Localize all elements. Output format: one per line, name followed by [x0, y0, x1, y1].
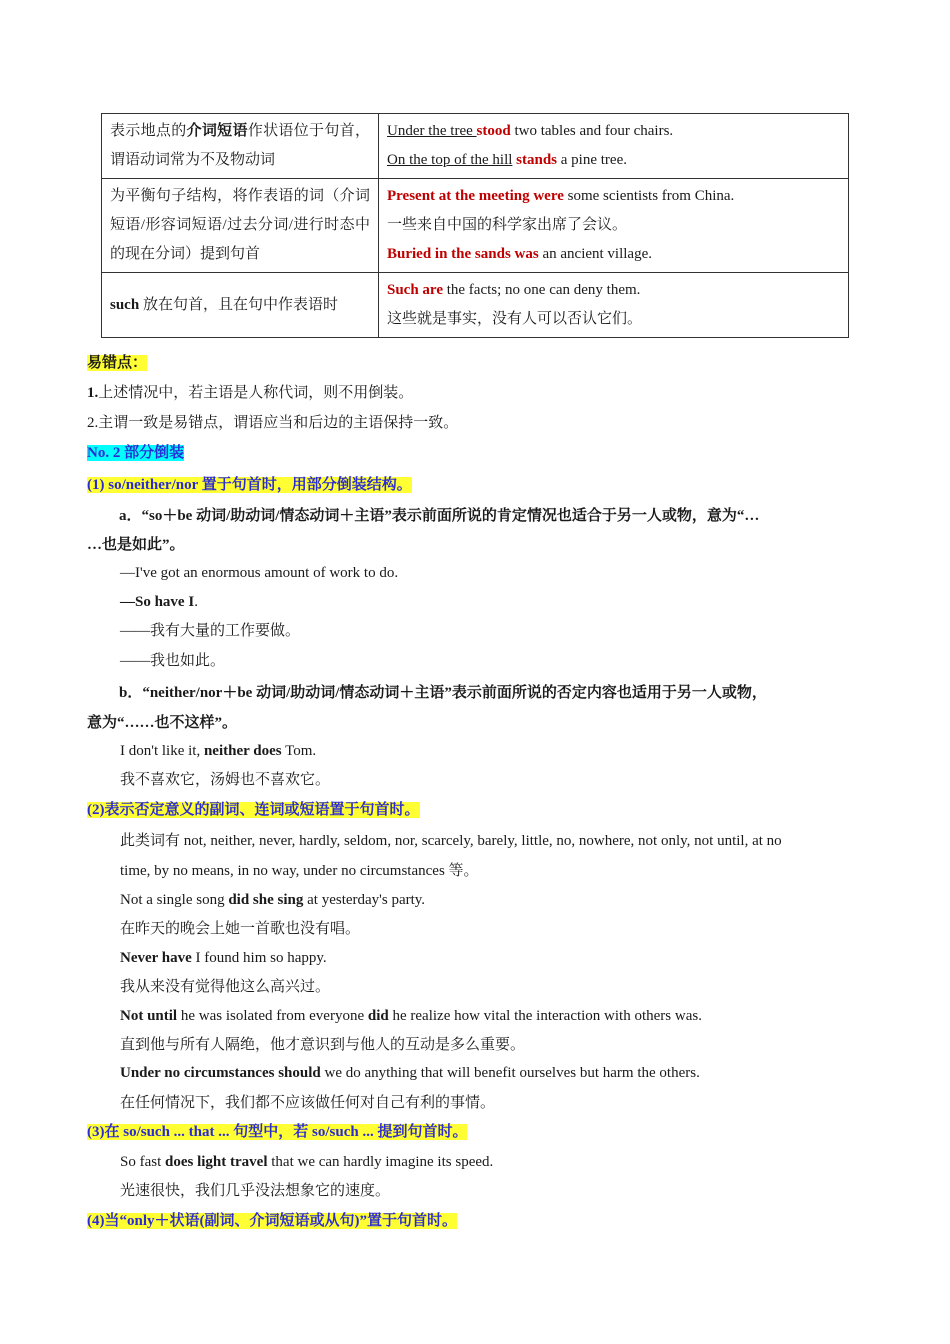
example-inverted: did she sing [228, 892, 304, 908]
section-heading [87, 442, 184, 464]
subsection-heading-4 [87, 1210, 457, 1232]
example-rest: two tables and four chairs. [510, 123, 674, 139]
example-sentence: —I've got an enormous amount of work to do. [120, 565, 399, 581]
example-rest: So fast [120, 1154, 165, 1170]
subsection-title: (2)表示否定意义的副词、连词或短语置于句首时。 [87, 802, 420, 818]
example-rest: he realize how vital the interaction with others was. [388, 1008, 702, 1024]
example-translation: 在任何情况下，我们都不应该做任何对自己有利的事情。 [120, 1095, 496, 1111]
example-inverted: Present at the meeting were [387, 188, 564, 204]
example-rest: a pine tree. [557, 152, 627, 168]
rule-b-line-1: b．“neither/nor＋be 动词/助动词/情态动词＋主语”表示前面所说的否定内容也适用于另一人或物， [119, 685, 767, 701]
error-item-1 [87, 382, 413, 404]
example-sentence [120, 1005, 702, 1027]
example-cell [379, 179, 849, 273]
subsection-title: (3)在 so/such ... that ... 句型中，若 so/such ... 提到句首时。 [87, 1124, 468, 1140]
example-inverted: does light travel [165, 1154, 268, 1170]
example-translation: 光速很快，我们几乎没法想象它的速度。 [120, 1183, 391, 1199]
example-underlined: On the top of the hill [387, 152, 513, 168]
table-row [102, 273, 849, 338]
rule-text: 作状语位于句首，谓语动词常为不及物动词 [110, 123, 370, 168]
example-rest: some scientists from China. [563, 188, 735, 204]
example-rest: an ancient village. [538, 246, 653, 262]
rule-keyword: such [110, 296, 140, 313]
example-sentence [120, 947, 327, 969]
example-translation: 在昨天的晚会上她一首歌也没有唱。 [120, 921, 361, 937]
example-inverted: did [367, 1008, 389, 1024]
rule-cell [102, 114, 379, 179]
example-translation: 我从来没有觉得他这么高兴过。 [120, 979, 331, 995]
example-translation: 这些就是事实，没有人可以否认它们。 [387, 311, 643, 327]
rule-cell [102, 273, 379, 338]
example-translation: 一些来自中国的科学家出席了会议。 [387, 217, 628, 233]
example-rest: I don't like it, [120, 743, 204, 759]
rule-text: 表示地点的 [110, 123, 187, 139]
rule-b-line-2: 意为“……也不这样”。 [87, 715, 238, 731]
example-inverted: Such are [387, 282, 443, 298]
example-sentence [387, 146, 840, 175]
example-translation: 直到他与所有人隔绝，他才意识到与他人的互动是多么重要。 [120, 1037, 526, 1053]
example-rest: we do anything that will benefit ourselves but harm the others. [320, 1065, 700, 1081]
example-translation: ——我有大量的工作要做。 [120, 623, 301, 639]
subsection-heading-3 [87, 1121, 467, 1143]
example-verb: stands [512, 152, 558, 168]
example-sentence [387, 276, 840, 305]
example-rest: Tom. [281, 743, 317, 759]
description-line: time, by no means, in no way, under no circumstances 等。 [120, 863, 479, 879]
error-text: 上述情况中，若主语是人称代词，则不用倒装。 [98, 385, 414, 401]
subsection-heading-2 [87, 799, 420, 821]
example-rest: he was isolated from everyone [177, 1008, 368, 1024]
example-rest: . [194, 594, 198, 610]
example-underlined: Under the tree [387, 123, 477, 139]
example-cell [379, 114, 849, 179]
subsection-title: (1) so/neither/nor 置于句首时，用部分倒装结构。 [87, 477, 412, 493]
example-rest: that we can hardly imagine its speed. [267, 1154, 494, 1170]
example-sentence [120, 1062, 700, 1084]
example-sentence [387, 117, 840, 146]
example-sentence [120, 889, 425, 911]
example-cell [379, 273, 849, 338]
example-inverted: Under no circumstances should [120, 1065, 321, 1081]
rule-a-line-1: a．“so＋be 动词/助动词/情态动词＋主语”表示前面所说的肯定情况也适合于另一人或物，意为“… [119, 508, 760, 524]
inversion-rules-table [101, 113, 849, 338]
example-translation: ——我也如此。 [120, 653, 226, 669]
example-sentence [120, 740, 316, 762]
example-inverted: Buried in the sands was [387, 246, 539, 262]
example-inverted: Never have [120, 950, 192, 966]
rule-cell: 为平衡句子结构，将作表语的词（介词短语/形容词短语/过去分词/进行时态中的现在分词）提到句首 [102, 179, 379, 273]
subsection-heading-1 [87, 474, 412, 496]
example-inverted: —So have I [120, 594, 195, 610]
example-translation: 我不喜欢它，汤姆也不喜欢它。 [120, 772, 331, 788]
example-sentence [120, 591, 198, 613]
rule-text: 放在句首，且在句中作表语时 [139, 296, 338, 313]
error-item-2: 2.主谓一致是易错点，谓语应当和后边的主语保持一致。 [87, 415, 459, 431]
example-sentence [387, 182, 840, 211]
table-row [102, 114, 849, 179]
table-row [102, 179, 849, 273]
section-title: No. 2 部分倒装 [87, 445, 185, 461]
example-sentence [120, 1151, 493, 1173]
example-inverted: neither does [203, 743, 282, 759]
errors-heading [87, 352, 147, 374]
example-rest: Not a single song [120, 892, 229, 908]
example-rest: I found him so happy. [191, 950, 327, 966]
errors-title: 易错点： [87, 355, 148, 371]
example-inverted: Not until [120, 1008, 178, 1024]
error-number: 1. [87, 385, 99, 401]
example-rest: the facts; no one can deny them. [442, 282, 641, 298]
rule-a-line-2: …也是如此”。 [87, 537, 185, 553]
rule-keyword: 介词短语 [186, 123, 248, 139]
description-line: 此类词有 not, neither, never, hardly, seldom, nor, scarcely, barely, little, no, nowhere, not only, not until, at no [120, 833, 782, 849]
example-rest: at yesterday's party. [303, 892, 426, 908]
example-verb: stood [476, 123, 511, 139]
example-sentence [387, 240, 840, 269]
subsection-title: (4)当“only＋状语(副词、介词短语或从句)”置于句首时。 [87, 1213, 457, 1229]
